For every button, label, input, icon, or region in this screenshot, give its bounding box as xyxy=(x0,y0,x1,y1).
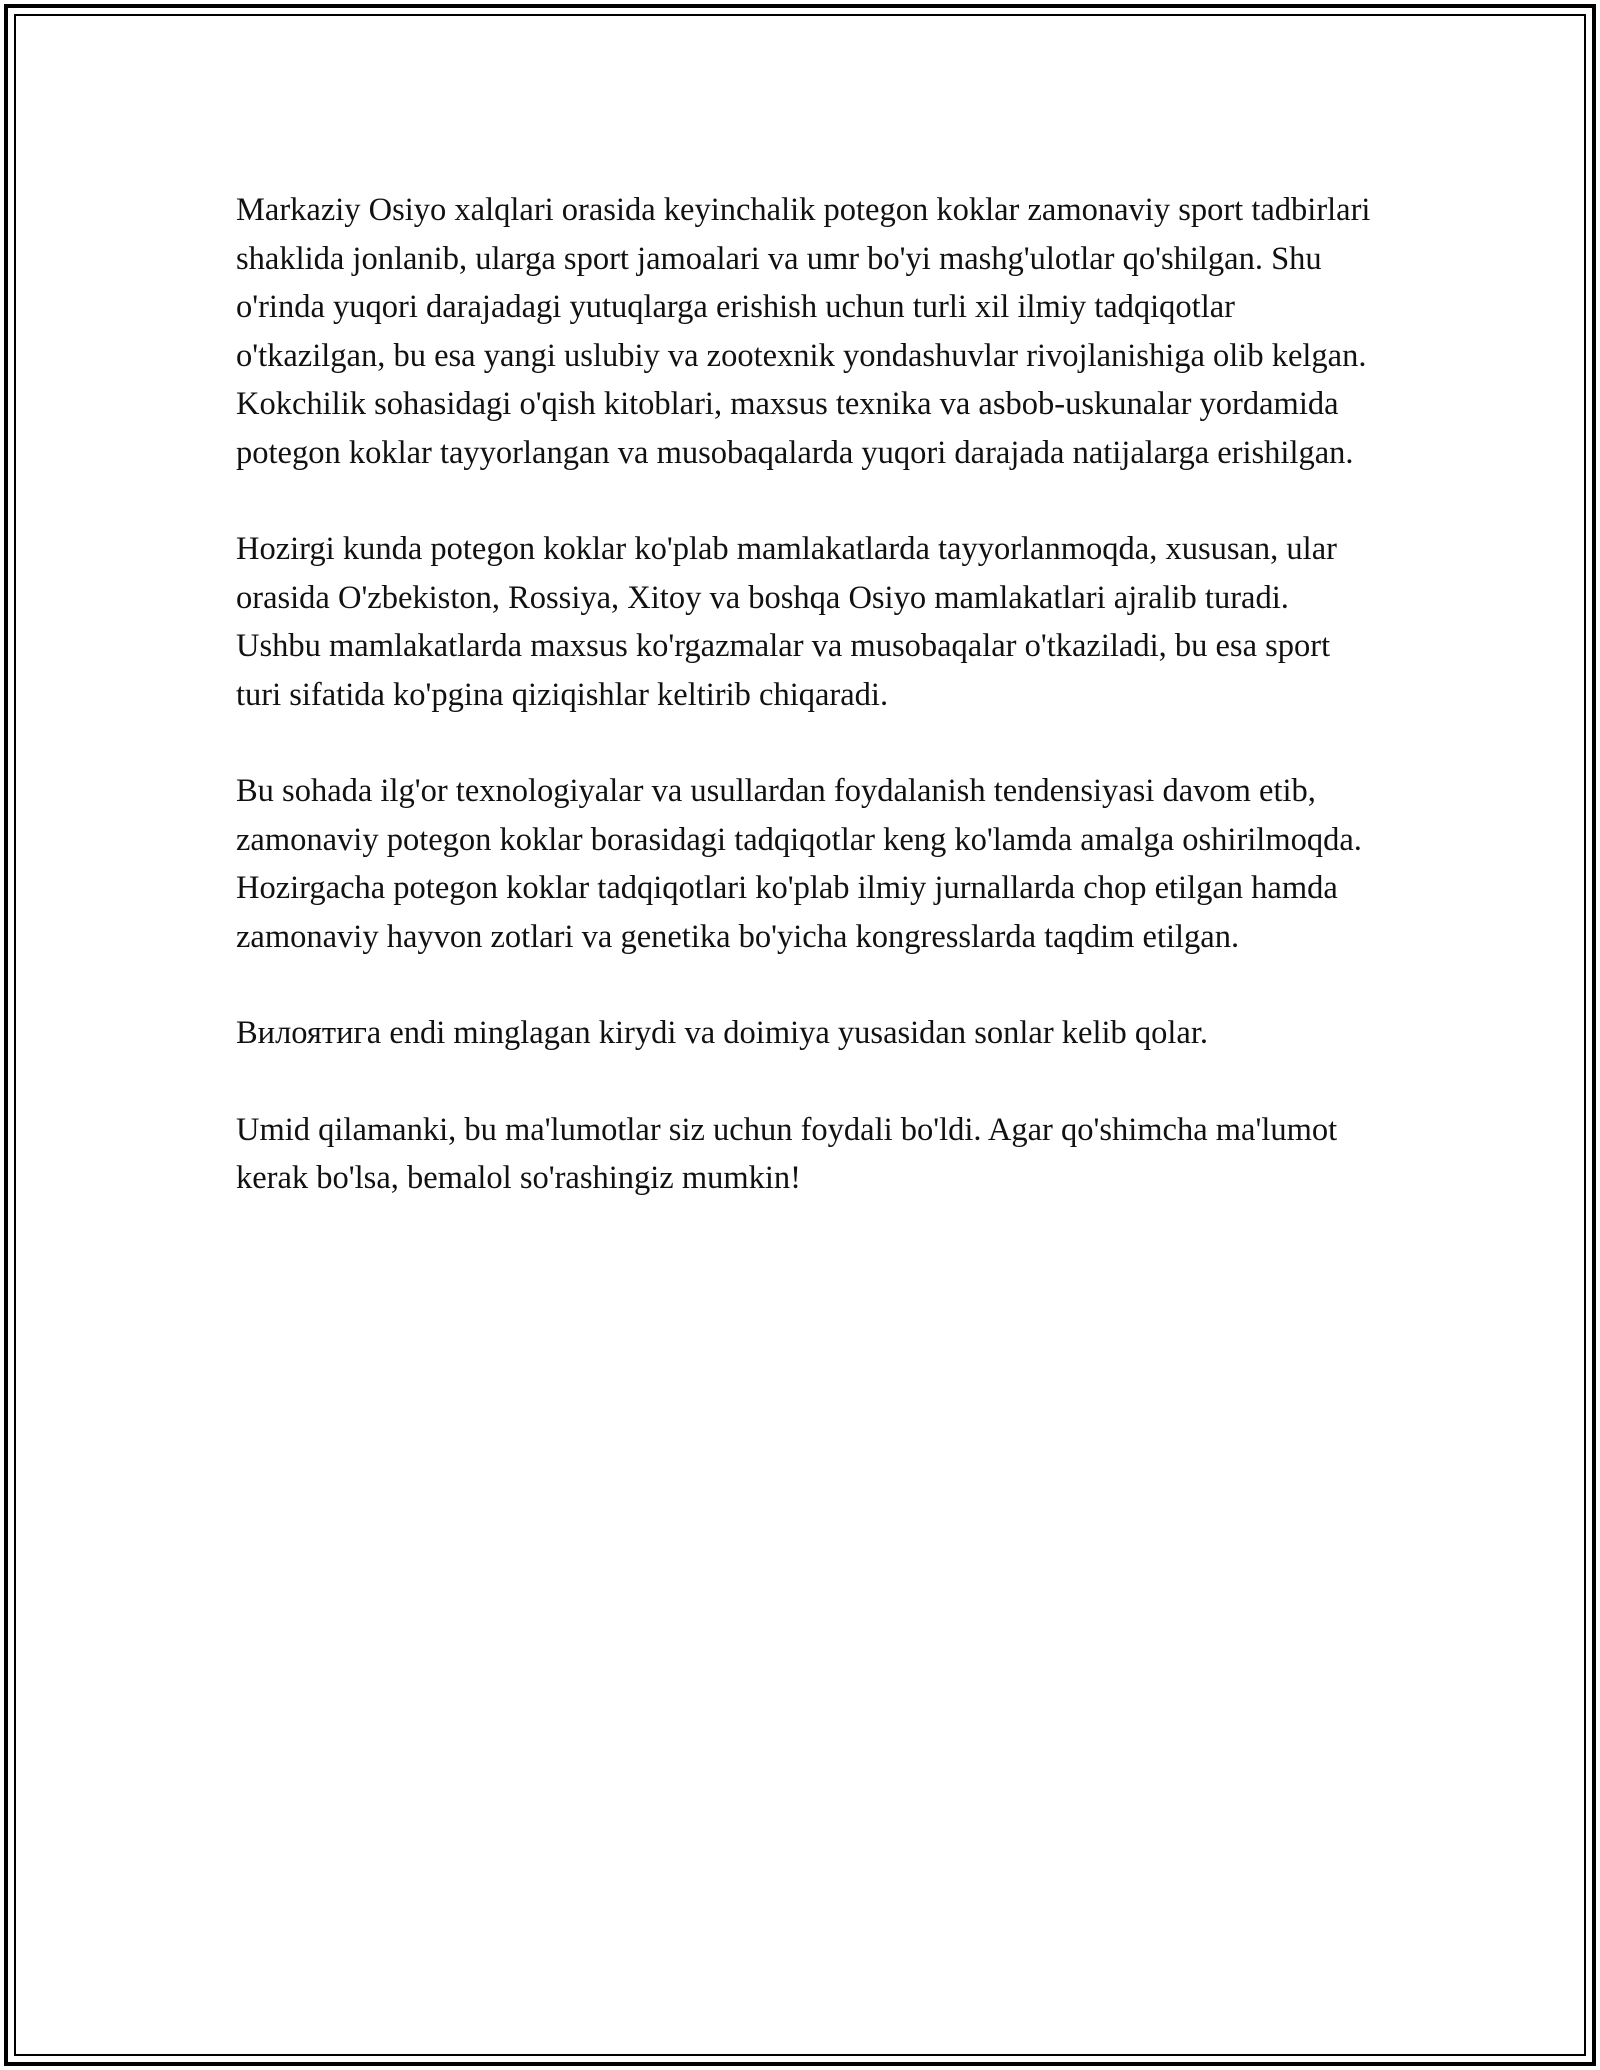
paragraph-region-note: Вилоятига endi minglagan kirydi va doimiya yusasidan sonlar kelib qolar. xyxy=(236,1015,1209,1051)
paragraph-current-countries: Hozirgi kunda potegon koklar ko'plab mamlakatlarda tayyorlanmoqda, xususan, ular orasida O'zbekiston, Rossiya, Xitoy va boshqa Osiyo mamlakatlari ajralib turadi. Ushbu mamlakatlarda maxsus ko'rgazmalar va musobaqalar o'tkaziladi, bu esa sport turi sifatida ko'pgina qiziqishlar keltirib chiqaradi. xyxy=(236,531,1337,713)
paragraph-central-asia-history: Markaziy Osiyo xalqlari orasida keyinchalik potegon koklar zamonaviy sport tadbirlari shaklida jonlanib, ularga sport jamoalari va umr bo'yi mashg'ulotlar qo'shilgan. Shu o'rinda yuqori darajadagi yutuqlarga erishish uchun turli xil ilmiy tadqiqotlar o'tkazilgan, bu esa yangi uslubiy va zootexnik yondashuvlar rivojlanishiga olib kelgan. Kokchilik sohasidagi o'qish kitoblari, maxsus texnika va asbob-uskunalar yordamida potegon koklar tayyorlangan va musobaqalarda yuqori darajada natijalarga erishilgan. xyxy=(236,192,1371,471)
document-body xyxy=(236,186,1376,1251)
paragraph-closing: Umid qilamanki, bu ma'lumotlar siz uchun foydali bo'ldi. Agar qo'shimcha ma'lumot kerak bo'lsa, bemalol so'rashingiz mumkin! xyxy=(236,1111,1338,1196)
paragraph-technologies-research: Bu sohada ilg'or texnologiyalar va usullardan foydalanish tendensiyasi davom etib, zamonaviy potegon koklar borasidagi tadqiqotlar keng ko'lamda amalga oshirilmoqda. Hozirgacha potegon koklar tadqiqotlari ko'plab ilmiy jurnallarda chop etilgan hamda zamonaviy hayvon zotlari va genetika bo'yicha kongresslarda taqdim etilgan. xyxy=(236,773,1362,955)
